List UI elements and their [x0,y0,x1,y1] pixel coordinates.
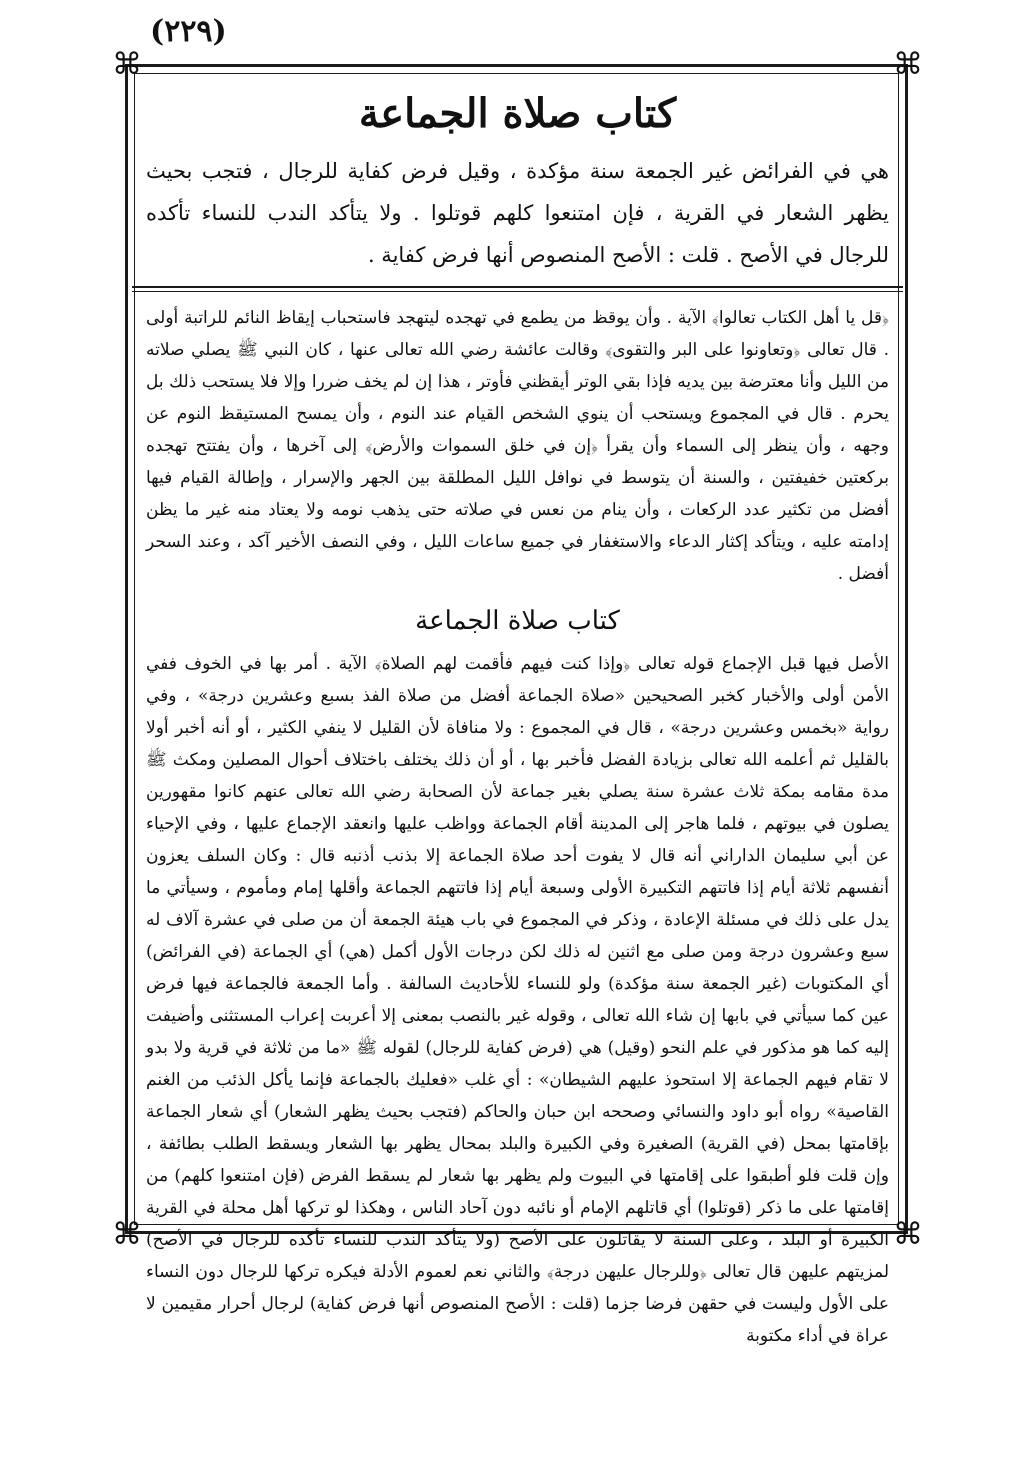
corner-ornament-bottom-left: ⌘ [112,1217,142,1252]
section-title: كتاب صلاة الجماعة [415,606,620,636]
corner-ornament-bottom-right: ⌘ [893,1217,923,1252]
corner-ornament-top-right: ⌘ [893,47,923,82]
page-content [140,84,895,1352]
section-divider [132,286,903,292]
page-number: (٢٢٩) [150,14,227,49]
matn-text: هي في الفرائض غير الجمعة سنة مؤكدة ، وقيل فرض كفاية للرجال ، فتجب بحيث يظهر الشعار في القرية ، فإن امتنعوا كلهم قوتلوا . ولا يتأكد الندب للنساء تأكده للرجال في الأصح . قلت : الأصح المنصوص أنها فرض كفاية . [146,159,889,267]
corner-ornament-top-left: ⌘ [112,47,142,82]
main-title: كتاب صلاة الجماعة [358,90,677,137]
commentary-top: ﴿قل يا أهل الكتاب تعالوا﴾ الآية . وأن يوقظ من يطمع في تهجده ليتهجد فاستحباب إيقاظ النائم للراتبة أولى . قال تعالى ﴿وتعاونوا على البر والتقوى﴾ وقالت عائشة رضي الله تعالى عنها ، كان النبي ﷺ يصلي صلاته من الليل وأنا معترضة بين يديه فإذا بقي الوتر أيقظني فأوتر ، هذا إن لم يخف ضررا وإلا فلا يستحب ذلك بل يحرم . قال في المجموع ويستحب أن ينوي الشخص القيام عند النوم ، وأن يمسح المستيقظ النوم عن وجهه ، وأن ينظر إلى السماء وأن يقرأ ﴿إن في خلق السموات والأرض﴾ إلى آخرها ، وأن يفتتح تهجده بركعتين خفيفتين ، والسنة أن يتوسط في نوافل الليل المطلقة بين الجهر والإسرار ، وإطالة القيام فيها أفضل من تكثير عدد الركعات ، وأن ينام من نعس في صلاته حتى يذهب نومه ولا يعتاد منه غير ما يظن إدامته عليه ، ويتأكد إكثار الدعاء والاستغفار في جميع ساعات الليل ، وفي النصف الأخير آكد ، وعند السحر أفضل . [146,308,889,584]
commentary-main: الأصل فيها قبل الإجماع قوله تعالى ﴿وإذا كنت فيهم فأقمت لهم الصلاة﴾ الآية . أمر بها في الخوف ففي الأمن أولى والأخبار كخبر الصحيحين «صلاة الجماعة أفضل من صلاة الفذ بسبع وعشرين درجة» ، وفي رواية «بخمس وعشرين درجة» ، قال في المجموع : ولا منافاة لأن القليل لا ينفي الكثير ، أو أنه أخبر أولا بالقليل ثم أعلمه الله تعالى بزيادة الفضل فأخبر بها ، أو أن ذلك يختلف باختلاف أحوال المصلين ومكث ﷺ مدة مقامه بمكة ثلاث عشرة سنة يصلي بغير جماعة لأن الصحابة رضي الله تعالى عنهم كانوا مقهورين يصلون في بيوتهم ، فلما هاجر إلى المدينة أقام الجماعة وواظب عليها وانعقد الإجماع عليها ، وفي الإحياء عن أبي سليمان الداراني أنه قال لا يفوت أحد صلاة الجماعة إلا بذنب أذنبه قال : وكان السلف يعزون أنفسهم ثلاثة أيام إذا فاتتهم التكبيرة الأولى وسبعة أيام إذا فاتتهم الجماعة وأقلها إمام ومأموم ، وسيأتي ما يدل على ذلك في مسئلة الإعادة ، وذكر في المجموع في باب هيئة الجمعة أن من صلى في عشرة آلاف له سبع وعشرون درجة ومن صلى مع اثنين له ذلك لكن درجات الأول أكمل (هي) أي الجماعة (في الفرائض) أي المكتوبات (غير الجمعة سنة مؤكدة) ولو للنساء للأحاديث السالفة . وأما الجمعة فالجماعة فيها فرض عين كما سيأتي في بابها إن شاء الله تعالى ، وقوله غير بالنصب بمعنى إلا أعربت إعراب المستثنى وأضيفت إليه كما هو مذكور في علم النحو (وقيل) هي (فرض كفاية للرجال) لقوله ﷺ «ما من ثلاثة في قرية ولا بدو لا تقام فيهم الجماعة إلا استحوذ عليهم الشيطان» : أي غلب «فعليك بالجماعة فإنما يأكل الذئب من الغنم القاصية» رواه أبو داود والنسائي وصححه ابن حبان والحاكم (فتجب بحيث يظهر الشعار) أي شعار الجماعة بإقامتها بمحل (في القرية) الصغيرة وفي الكبيرة والبلد بمحال يظهر بها الشعار ويسقط الطلب بطائفة ، وإن قلت فلو أطبقوا على إقامتها في البيوت ولم يظهر بها شعار لم يسقط الفرض (فإن امتنعوا كلهم) من إقامتها على ما ذكر (قوتلوا) أي قاتلهم الإمام أو نائبه دون آحاد الناس ، وهكذا لو تركها أهل محلة في القرية الكبيرة أو البلد ، وعلى السنة لا يقاتلون على الأصح (ولا يتأكد الندب للنساء تأكده للرجال في الأصح) لمزيتهم عليهن قال تعالى ﴿وللرجال عليهن درجة﴾ والثاني نعم لعموم الأدلة فيكره تركها للرجال دون النساء على الأول وليست في حقهن فرضا جزما (قلت : الأصح المنصوص أنها فرض كفاية) لرجال أحرار مقيمين لا عراة في أداء مكتوبة [146,654,889,1346]
